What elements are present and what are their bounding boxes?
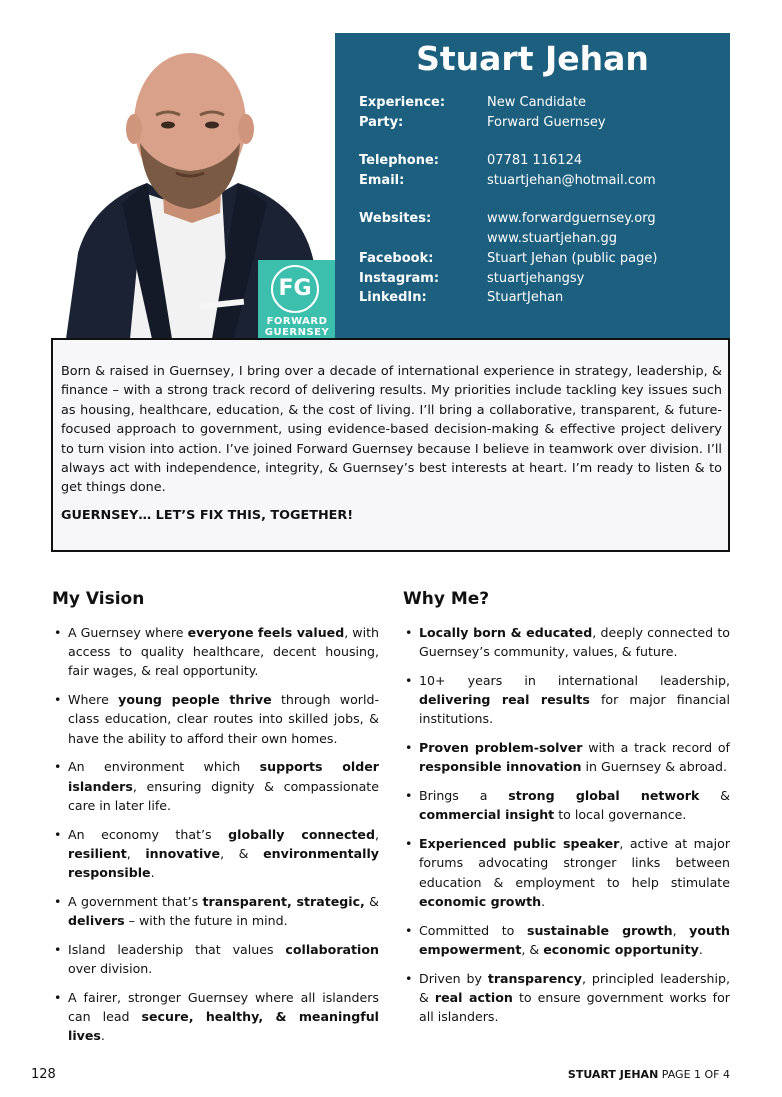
text-segment: & (364, 893, 379, 909)
text-segment: in Guernsey & abroad. (581, 759, 728, 775)
text-segment: to ensure government works for all islanders. (419, 989, 730, 1025)
text-segment: A Guernsey where (68, 625, 188, 640)
vision-list (52, 623, 379, 1045)
email-link[interactable]: stuartjehan@hotmail.com (487, 173, 656, 188)
websites-label: Websites: (359, 211, 432, 226)
logo-line-1: FORWARD (266, 316, 328, 327)
footer-page-of: PAGE 1 OF 4 (661, 1068, 730, 1081)
text-segment: A government that’s (68, 893, 203, 909)
text-segment: . (541, 893, 546, 909)
linkedin-value[interactable]: StuartJehan (487, 290, 564, 305)
bio-slogan: GUERNSEY… LET’S FIX THIS, TOGETHER! (61, 507, 354, 523)
bio-box (51, 338, 730, 552)
text-segment: , principled leadership, & (419, 970, 730, 1005)
bold-text: young people thrive (118, 692, 272, 708)
bold-text: sustainable growth (526, 922, 673, 938)
list-item (403, 921, 730, 959)
bold-text: economic growth (419, 893, 542, 909)
list-item (403, 623, 730, 661)
text-segment: over division. (68, 961, 153, 977)
bold-text: resilient (68, 845, 127, 861)
text-segment: , (375, 826, 380, 842)
text-segment: , & (220, 845, 264, 861)
list-item (52, 940, 379, 978)
website-link-2[interactable]: www.stuartjehan.gg (487, 231, 618, 246)
bold-text: Locally born & educated (419, 625, 593, 640)
text-segment: Where (68, 692, 119, 708)
email-label: Email: (359, 173, 405, 188)
list-item (52, 988, 379, 1046)
bold-text: everyone feels valued (187, 625, 345, 640)
telephone-value[interactable]: 07781 116124 (487, 153, 583, 168)
bold-text: transparent, strategic, (202, 893, 365, 909)
bold-text: delivers (68, 913, 125, 929)
text-segment: & (699, 788, 731, 804)
bold-text: secure, healthy, & meaningful lives (68, 1009, 380, 1044)
text-segment: – with the future in mind. (124, 913, 288, 929)
candidate-info-panel (335, 33, 730, 339)
bold-text: delivering real results (419, 692, 590, 708)
linkedin-label: LinkedIn: (359, 290, 427, 305)
logo-line-2: GUERNSEY (264, 327, 330, 338)
candidate-name: Stuart Jehan (416, 39, 649, 78)
list-item (52, 690, 379, 748)
text-segment: Driven by (419, 970, 488, 986)
text-segment: with a track record of (582, 740, 730, 756)
instagram-value[interactable]: stuartjehangsy (487, 271, 585, 286)
bold-text: responsible innovation (419, 759, 582, 775)
bold-text: youth empowerment (419, 922, 730, 957)
text-segment: , active at major forums advocating stronger links between education & employment to help stimulate (419, 836, 730, 890)
website-link-1[interactable]: www.forwardguernsey.org (487, 211, 656, 226)
list-item (52, 892, 379, 930)
bold-text: innovative (145, 845, 221, 861)
text-segment: , deeply connected to Guernsey’s community, values, & future. (419, 625, 730, 660)
list-item (52, 623, 379, 681)
vision-heading: My Vision (52, 589, 145, 609)
text-segment: through world-class education, clear routes into skilled jobs, & have the ability to afford their own homes. (68, 692, 379, 746)
experience-value: New Candidate (487, 95, 586, 110)
footer-name: STUART JEHAN (567, 1068, 659, 1081)
why-me-heading: Why Me? (403, 589, 490, 609)
bold-text: real action (434, 989, 513, 1005)
text-segment: , with access to quality healthcare, decent housing, fair wages, & real opportunity. (68, 625, 380, 679)
bold-text: globally connected (228, 826, 375, 842)
list-item (52, 825, 379, 883)
bio-text: Born & raised in Guernsey, I bring over a decade of international experience in strategy, leadership, & finance – with a strong track record of delivering results. My priorities include tackling key issues such as housing, healthcare, education, & the cost of living. I’ll bring a collaborative, transparent, & future-focused approach to government, using evidence-based decision-making & effective project delivery to turn vision into action. I’ve joined Forward Guernsey because I believe in teamwork over division. I’ll always act with independence, integrity, & Guernsey’s best interests at heart. I’m ready to listen & to get things done. (61, 364, 722, 496)
bold-text: transparency (487, 970, 582, 986)
bold-text: commercial insight (419, 807, 555, 823)
list-item (52, 757, 379, 815)
page-number: 128 (31, 1067, 56, 1082)
party-label: Party: (359, 115, 404, 130)
bold-text: strong global network (508, 788, 700, 804)
telephone-label: Telephone: (359, 153, 439, 168)
bold-text: Experienced public speaker (419, 836, 620, 852)
forward-guernsey-logo (258, 260, 336, 339)
list-item (403, 834, 730, 911)
text-segment: 10+ years in international leadership, (419, 673, 730, 688)
facebook-value[interactable]: Stuart Jehan (public page) (487, 251, 658, 266)
why-me-section (403, 586, 730, 1036)
bold-text: Proven problem-solver (419, 740, 583, 756)
vision-section (52, 586, 379, 1055)
text-segment: . (150, 865, 155, 881)
list-item (403, 738, 730, 776)
list-item (403, 969, 730, 1027)
experience-label: Experience: (359, 95, 446, 110)
text-segment: A fairer, stronger Guernsey where all islanders can lead (68, 989, 379, 1025)
why-me-list (403, 623, 730, 1026)
bold-text: economic opportunity (543, 941, 699, 957)
text-segment: Committed to (419, 922, 527, 938)
text-segment: . (100, 1028, 105, 1044)
text-segment: . (698, 941, 703, 957)
list-item (403, 671, 730, 729)
list-item (403, 786, 730, 824)
text-segment: Brings a (419, 788, 509, 804)
text-segment: An environment which (68, 759, 260, 775)
text-segment: , & (521, 941, 544, 957)
instagram-label: Instagram: (359, 271, 440, 286)
text-segment: Island leadership that values (68, 941, 286, 957)
party-value: Forward Guernsey (487, 115, 606, 130)
bold-text: collaboration (285, 941, 379, 957)
bold-text: supports older islanders (68, 759, 379, 794)
footer-page-label (568, 1067, 730, 1083)
text-segment: for major financial institutions. (419, 692, 730, 727)
text-segment: , (126, 845, 146, 861)
text-segment: to local governance. (554, 807, 687, 823)
facebook-label: Facebook: (359, 251, 434, 266)
text-segment: , ensuring dignity & compassionate care in later life. (68, 778, 379, 813)
logo-initials: FG (271, 265, 319, 313)
bold-text: environmentally responsible (68, 845, 379, 881)
text-segment: , (672, 922, 690, 938)
text-segment: An economy that’s (68, 826, 229, 842)
